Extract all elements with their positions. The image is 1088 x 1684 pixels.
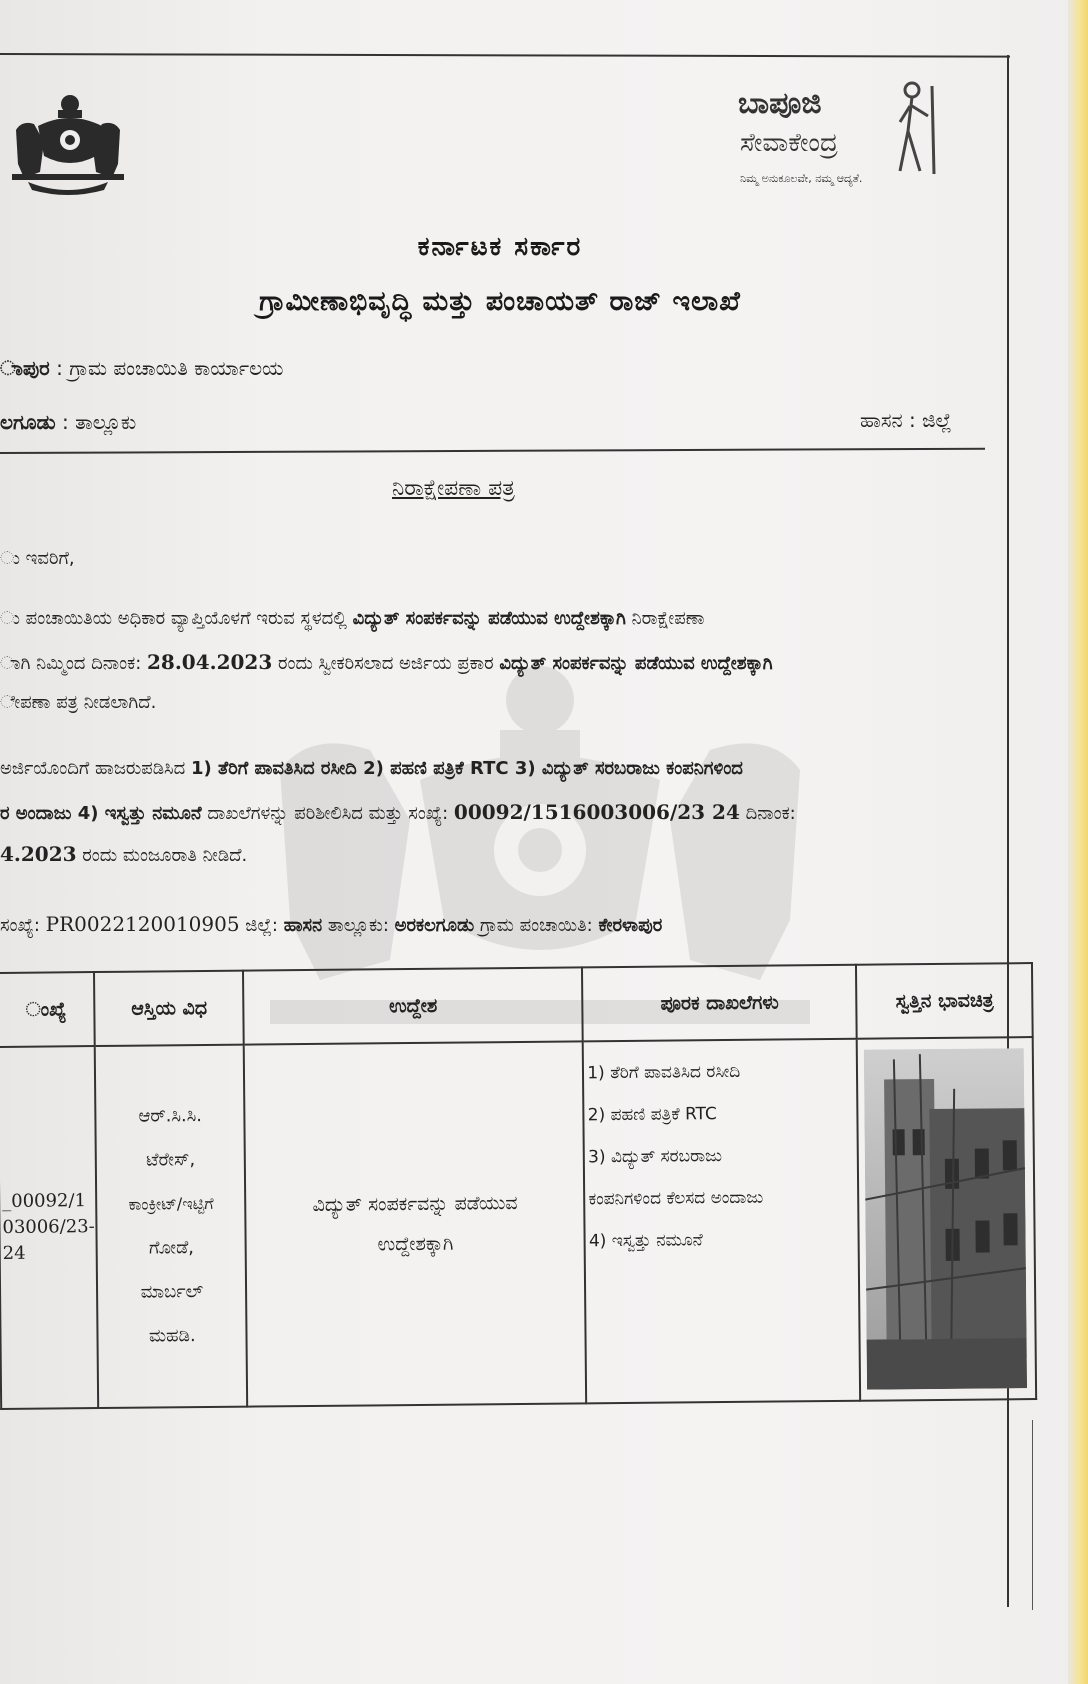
cell-property-type: [95, 1045, 247, 1408]
department-name: ಗ್ರಾಮೀಣಾಭಿವೃದ್ಧಿ ಮತ್ತು ಪಂಚಾಯತ್ ರಾಜ್ ಇಲಾಖೆ: [259, 286, 741, 317]
paragraph-1-line-1: [0, 608, 705, 629]
paragraph-2-line-1: [0, 758, 743, 779]
office-line: [0, 356, 283, 380]
paragraph-1-line-2: [0, 650, 773, 674]
table-header-row: [0, 963, 1033, 1047]
purpose-line: ವಿದ್ಯುತ್ ಸಂಪರ್ಕವನ್ನು ಪಡೆಯುವ: [312, 1192, 518, 1216]
logo-name: ಬಾಪೂಜಿ: [738, 86, 822, 121]
cell-documents: [583, 1039, 860, 1404]
taluk-line: [0, 410, 136, 434]
page-edge: [1068, 0, 1088, 1684]
property-table: [0, 962, 1037, 1410]
col-purpose: ಉದ್ದೇಶ: [243, 967, 583, 1044]
col-number: ಂಖ್ಯೆ: [0, 972, 95, 1047]
government-name: ಕರ್ನಾಟಕ ಸರ್ಕಾರ: [417, 232, 583, 262]
ref-a: ಸಂಖ್ಯೆ:: [0, 915, 46, 936]
purpose-line: ಉದ್ದೇಶಕ್ಕಾಗಿ: [377, 1232, 454, 1256]
p1-l2-b: ರಂದು ಸ್ವೀಕರಿಸಲಾದ ಅರ್ಜಿಯ ಪ್ರಕಾರ: [272, 653, 500, 674]
p2-l3-b: ರಂದು ಮಂಜೂರಾತಿ ನೀಡಿದೆ.: [76, 845, 248, 866]
paragraph-2-line-3: [0, 842, 247, 866]
p1-l1-a: ು ಪಂಚಾಯಿತಿಯ ಅಧಿಕಾರ ವ್ಯಾಪ್ತಿಯೊಳಗೆ ಇರುವ ಸ್ಥಳದಲ್ಲಿ: [0, 608, 353, 629]
property-photo: [864, 1048, 1027, 1390]
property-type-line: ಮಹಡಿ.: [148, 1325, 196, 1347]
page-margin-line: [1032, 1420, 1033, 1610]
property-type-line: ಗೋಡೆ,: [148, 1237, 195, 1259]
property-type-line: ಕಾಂಕ್ರೀಟ್/ಇಟ್ಟಿಗೆ: [128, 1193, 214, 1214]
col-property-type: ಆಸ್ತಿಯ ವಿಧ: [94, 971, 244, 1046]
paragraph-1-line-3: ೇಪಣಾ ಪತ್ರ ನೀಡಲಾಗಿದೆ.: [0, 692, 157, 713]
p1-l1-c: ನಿರಾಕ್ಷೇಪಣಾ: [625, 608, 705, 629]
ref-taluk: ಅರಕಲಗೂಡು: [394, 915, 475, 936]
reference-number: PR0022120010905: [45, 912, 240, 936]
document-item: 2) ಪಹಣಿ ಪತ್ರಿಕೆ RTC: [587, 1104, 717, 1126]
office-label: : ಗ್ರಾಮ ಪಂಚಾಯಿತಿ ಕಾರ್ಯಾಲಯ: [56, 356, 284, 380]
p2-l2-c: ದಿನಾಂಕ:: [739, 803, 796, 824]
district-label: ಹಾಸನ : ಜಿಲ್ಲೆ: [860, 408, 952, 432]
taluk-place: ಲಗೂಡು: [0, 410, 56, 434]
p2-l2-b: ದಾಖಲೆಗಳನ್ನು ಪರಿಶೀಲಿಸಿದ ಮತ್ತು ಸಂಖ್ಯೆ:: [201, 803, 454, 824]
property-type-line: ಮಾರ್ಬಲ್: [140, 1281, 204, 1303]
gandhi-figure-icon: [888, 80, 940, 176]
p1-l1-b: ವಿದ್ಯುತ್ ಸಂಪರ್ಕವನ್ನು ಪಡೆಯುವ ಉದ್ದೇಶಕ್ಕಾಗಿ: [352, 608, 626, 629]
taluk-label: : ತಾಲ್ಲೂಕು: [62, 410, 137, 434]
application-date: 28.04.2023: [147, 650, 273, 674]
ref-gp: ಕೇರಳಾಪುರ: [598, 915, 663, 936]
property-type-line: ಟೆರೇಸ್,: [145, 1149, 196, 1171]
ref-b: ಜಿಲ್ಲೆ:: [239, 915, 284, 936]
approval-number: 00092/1516003006/23 24: [453, 800, 740, 824]
property-type-line: ಆರ್.ಸಿ.ಸಿ.: [138, 1105, 203, 1127]
logo-tagline: ನಿಮ್ಮ ಅನುಕೂಲವೇ, ನಮ್ಮ ಆದ್ಯತೆ.: [740, 172, 863, 185]
cell-purpose: [244, 1041, 586, 1406]
karnataka-emblem-icon: [8, 92, 128, 197]
p1-l2-a: ಾಗಿ ನಿಮ್ಮಿಂದ ದಿನಾಂಕ:: [0, 653, 147, 674]
salutation: ು ಇವರಿಗೆ,: [0, 548, 75, 569]
col-documents: ಪೂರಕ ದಾಖಲೆಗಳು: [582, 965, 857, 1042]
number-line: 03006/23-: [2, 1216, 95, 1238]
document-item: 3) ವಿದ್ಯುತ್ ಸರಬರಾಜು: [588, 1146, 723, 1168]
col-photo: ಸ್ವತ್ತಿನ ಭಾವಚಿತ್ರ: [856, 963, 1033, 1039]
ref-d: ಗ್ರಾಮ ಪಂಚಾಯಿತಿ:: [474, 915, 599, 936]
p2-l3-a: 4.2023: [0, 842, 77, 866]
reference-line: [0, 912, 662, 936]
document-title: ನಿರಾಕ್ಷೇಪಣಾ ಪತ್ರ: [392, 476, 515, 501]
bapuji-sevakendra-logo: [730, 80, 940, 198]
table-row: [0, 1037, 1036, 1409]
cell-photo: [857, 1037, 1036, 1401]
ref-district: ಹಾಸನ: [283, 915, 323, 936]
ref-c: ತಾಲ್ಲೂಕು:: [322, 915, 395, 936]
number-line: 24: [2, 1242, 26, 1264]
document-item: ಕಂಪನಿಗಳಿಂದ ಕೆಲಸದ ಅಂದಾಜು: [588, 1187, 764, 1210]
paragraph-2-line-2: [0, 800, 796, 824]
office-place: ಾಪುರ: [0, 356, 50, 380]
p1-l2-c: ವಿದ್ಯುತ್ ಸಂಪರ್ಕವನ್ನು ಪಡೆಯುವ ಉದ್ದೇಶಕ್ಕಾಗಿ: [499, 653, 773, 674]
p2-l2-a: ರ ಅಂದಾಜು 4) ಇಸ್ವತ್ತು ನಮೂನೆ: [0, 803, 202, 824]
p2-l1-b: 1) ತೆರಿಗೆ ಪಾವತಿಸಿದ ರಸೀದಿ 2) ಪಹಣಿ ಪತ್ರಿಕೆ RTC 3) ವಿದ್ಯುತ್ ಸರಬರಾಜು ಕಂಪನಿಗಳಿಂದ: [190, 758, 743, 779]
p2-l1-a: ಅರ್ಜಿಯೊಂದಿಗೆ ಹಾಜರುಪಡಿಸಿದ: [0, 758, 191, 779]
number-line: _00092/1: [2, 1190, 87, 1212]
cell-number: [0, 1046, 99, 1409]
document-item: 4) ಇಸ್ವತ್ತು ನಮೂನೆ: [588, 1230, 703, 1252]
logo-center-name: ಸೇವಾಕೇಂದ್ರ: [740, 128, 838, 158]
document-item: 1) ತೆರಿಗೆ ಪಾವತಿಸಿದ ರಸೀದಿ: [587, 1061, 741, 1084]
